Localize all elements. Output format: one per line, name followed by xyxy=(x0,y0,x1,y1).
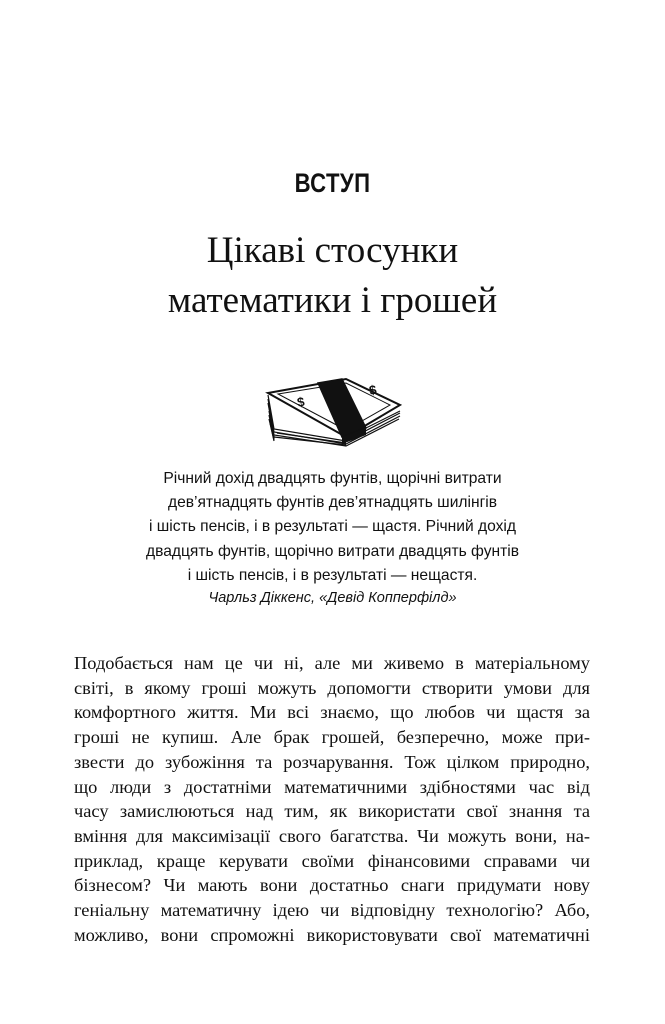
epigraph-line: і шість пенсів, і в результаті — нещастя. xyxy=(187,566,478,584)
epigraph-line: дев’ятнадцять фунтів дев’ятнадцять шилінгів xyxy=(167,494,498,512)
chapter-title-line: Цікаві стосунки xyxy=(206,230,459,271)
epigraph-line: і шість пенсів, і в результаті — щастя. Річний дохід xyxy=(149,518,516,536)
body-line: вміння для максимізації свого багатства. Чи можуть вони, на- xyxy=(74,825,590,846)
body-line: геніальну математичну ідею чи відповідну технологію? Або, xyxy=(74,900,590,921)
chapter-title xyxy=(0,226,665,326)
body-paragraph xyxy=(74,651,590,947)
body-line: що люди з достатніми математичними здібностями час від xyxy=(74,776,590,797)
body-line: можливо, вони спроможні використовувати свої математичні xyxy=(74,924,590,945)
section-label: ВСТУП xyxy=(294,168,371,198)
body-line: комфортного життя. Ми всі знаємо, що любов чи щастя за xyxy=(74,702,590,723)
body-line: Подобається нам це чи ні, але ми живемо в матеріальному xyxy=(74,653,590,673)
dollar-sign-right: $ xyxy=(367,381,378,398)
money-stack-icon xyxy=(262,355,404,447)
body-line: бізнесом? Чи мають вони достатньо снаги придумати нову xyxy=(74,875,590,896)
body-line: приклад, краще керувати своїми фінансовими справами чи xyxy=(74,850,590,871)
epigraph-line: Річний дохід двадцять фунтів, щорічні витрати xyxy=(163,470,502,487)
body-line: світі, в якому гроші можуть допомогти створити умови для xyxy=(74,677,590,698)
epigraph-line: двадцять фунтів, щорічно витрати двадцять фунтів xyxy=(145,542,519,560)
body-line: гроші не купиш. Але брак грошей, безперечно, може при- xyxy=(74,727,590,748)
body-line: часу замислюються над тим, як використати свої знання та xyxy=(74,801,590,822)
dollar-sign-left: $ xyxy=(295,393,306,410)
epigraph xyxy=(95,467,570,588)
epigraph-attribution: Чарльз Діккенс, «Девід Копперфілд» xyxy=(208,590,457,606)
body-line: звести до зубожіння та розчарування. Тож цілком природно, xyxy=(74,751,590,772)
chapter-title-line: математики і грошей xyxy=(167,280,498,321)
